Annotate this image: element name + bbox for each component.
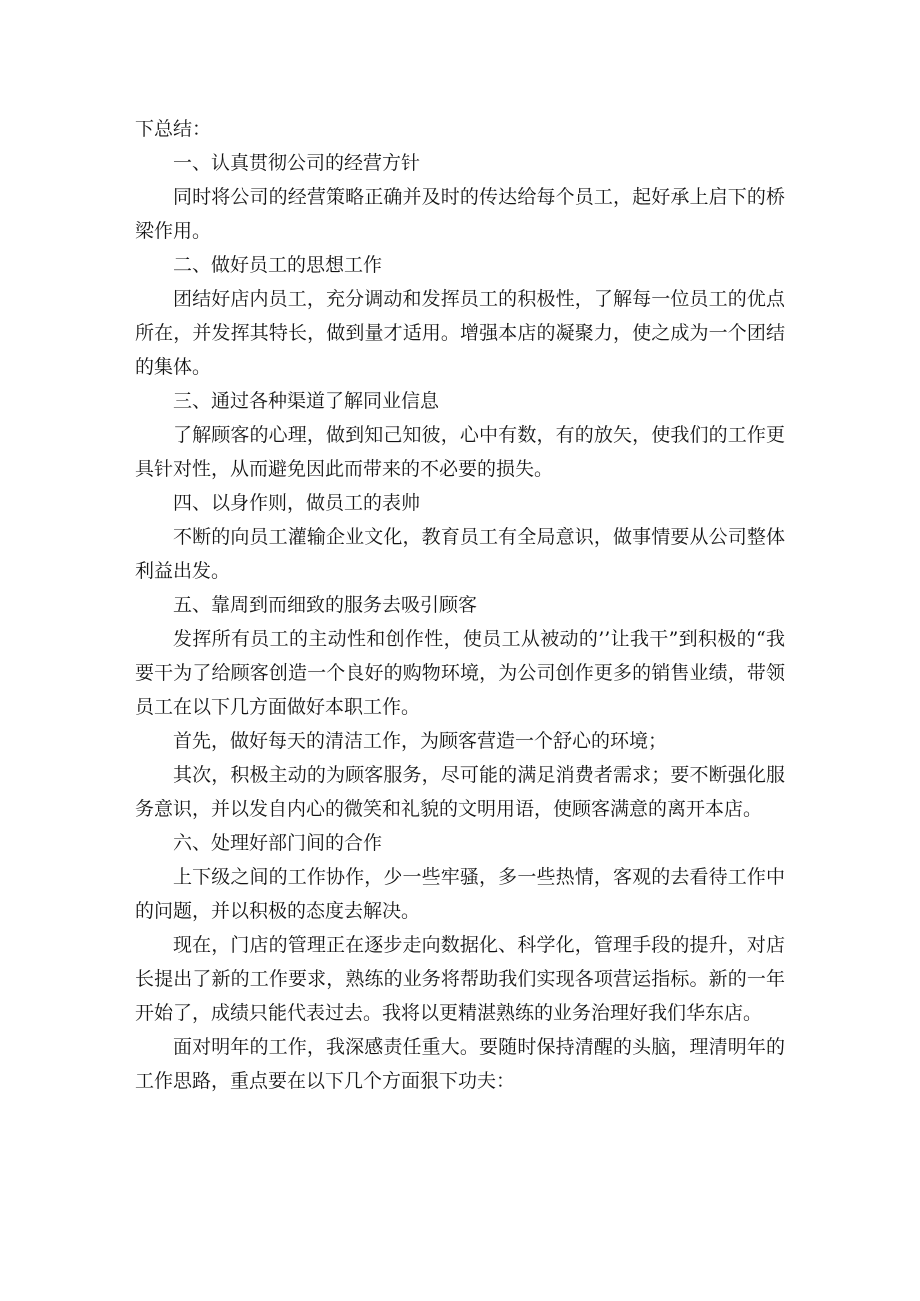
heading-1: 一、认真贯彻公司的经营方针 — [173, 152, 421, 174]
heading-5: 五、靠周到而细致的服务去吸引顾客 — [173, 594, 478, 616]
paragraph-intro: 下总结： — [135, 118, 212, 140]
paragraph-2: 团结好店内员工，充分调动和发挥员工的积极性，了解每一位员工的优点所在，并发挥其特长，做到量才适用。增强本店的凝聚力，使之成为一个团结的集体。 — [135, 288, 785, 378]
paragraph-4: 不断的向员工灌输企业文化，教育员工有全局意识，做事情要从公司整体利益出发。 — [135, 526, 785, 582]
paragraph-current-status: 现在，门店的管理正在逐步走向数据化、科学化，管理手段的提升，对店长提出了新的工作要求，熟练的业务将帮助我们实现各项营运指标。新的一年开始了，成绩只能代表过去。我将以更精湛熟练的业务治理好我们华东店。 — [135, 934, 785, 1024]
paragraph-1: 同时将公司的经营策略正确并及时的传达给每个员工，起好承上启下的桥梁作用。 — [135, 186, 785, 242]
paragraph-5-second: 其次，积极主动的为顾客服务，尽可能的满足消费者需求；要不断强化服务意识，并以发自内心的微笑和礼貌的文明用语，使顾客满意的离开本店。 — [135, 764, 785, 820]
paragraph-5-first: 首先，做好每天的清洁工作，为顾客营造一个舒心的环境； — [173, 730, 668, 752]
heading-2: 二、做好员工的思想工作 — [173, 254, 383, 276]
paragraph-6: 上下级之间的工作协作，少一些牢骚，多一些热情，客观的去看待工作中的问题，并以积极的态度去解决。 — [135, 866, 785, 922]
heading-3: 三、通过各种渠道了解同业信息 — [173, 390, 440, 412]
heading-4: 四、以身作则，做员工的表帅 — [173, 492, 421, 514]
paragraph-5: 发挥所有员工的主动性和创作性，使员工从被动的’’让我干”到积极的“我要干为了给顾客创造一个良好的购物环境，为公司创作更多的销售业绩，带领员工在以下几方面做好本职工作。 — [135, 628, 785, 718]
heading-6: 六、处理好部门间的合作 — [173, 832, 383, 854]
paragraph-3: 了解顾客的心理，做到知己知彼，心中有数，有的放矢，使我们的工作更具针对性，从而避免因此而带来的不必要的损失。 — [135, 424, 785, 480]
paragraph-next-year: 面对明年的工作，我深感责任重大。要随时保持清醒的头脑，理清明年的工作思路，重点要在以下几个方面狠下功夫： — [135, 1036, 785, 1092]
document-body — [135, 112, 785, 1098]
